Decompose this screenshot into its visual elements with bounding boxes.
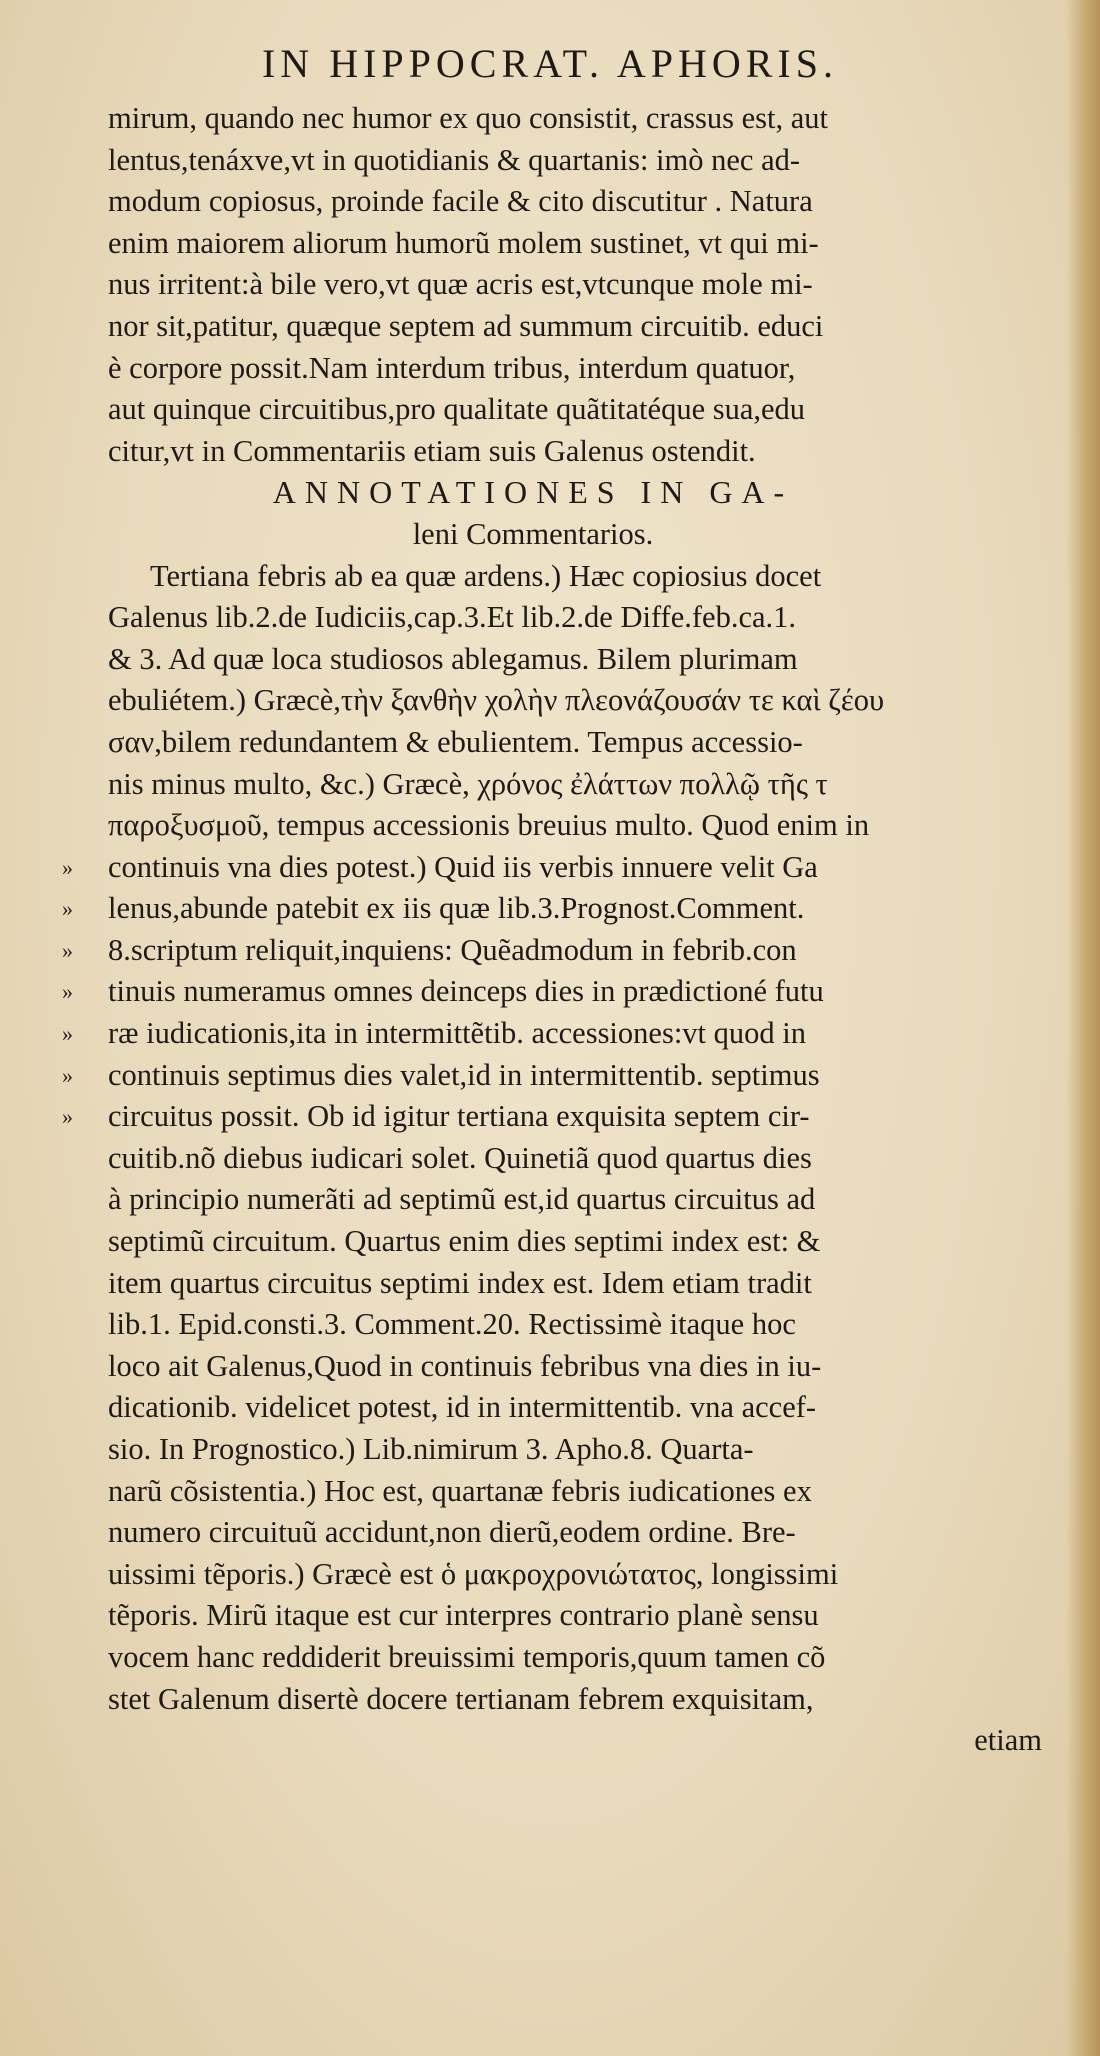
annotation-line: » lenus,abunde patebit ex iis quæ lib.3.Prognost.Comment.: [108, 888, 1078, 930]
annotation-line: narũ cõsistentia.) Hoc est, quartanæ febris iudicationes ex: [108, 1473, 812, 1508]
annotation-line: dicationib. videlicet potest, id in intermittentib. vna accef-: [108, 1390, 817, 1425]
annotation-line: loco ait Galenus,Quod in continuis febribus vna dies in iu-: [108, 1348, 822, 1383]
annotation-line: item quartus circuitus septimi index est. Idem etiam tradit: [108, 1265, 812, 1300]
annotation-line: » 8.scriptum reliquit,inquiens: Quẽadmodum in febrib.con: [108, 930, 1078, 972]
annotation-line: ebuliétem.) Græcè,τὴν ξανθὴν χολὴν πλεονάζουσάν τε καὶ ζέου: [108, 683, 885, 718]
annotation-line: & 3. Ad quæ loca studiosos ablegamus. Bilem plurimam: [108, 641, 798, 676]
text-block: [62, 98, 1078, 1762]
annotation-line: à principio numerãti ad septimũ est,id quartus circuitus ad: [108, 1182, 816, 1217]
annotation-line: uissimi tẽporis.) Græcè est ὁ μακροχρονιώτατος, longissimi: [108, 1556, 839, 1591]
body-line: aut quinque circuitibus,pro qualitate quãtitatéque sua,edu: [108, 392, 806, 427]
body-line: lentus,tenáxve,vt in quotidianis & quartanis: imò nec ad-: [108, 142, 801, 177]
annotation-line: vocem hanc reddiderit breuissimi temporis,quum tamen cõ: [108, 1639, 826, 1674]
annotations-subheading: leni Commentarios.: [412, 516, 654, 551]
quote-marker: »: [62, 854, 73, 880]
quote-marker: »: [62, 937, 73, 963]
annotation-line: cuitib.nõ diebus iudicari solet. Quinetiã quod quartus dies: [108, 1140, 812, 1175]
annotation-line: nis minus multo, &c.) Græcè, χρόνος ἐλάττων πολλῷ τῆς τ: [108, 766, 828, 801]
quote-marker: »: [62, 1062, 73, 1088]
annotation-line: σαν,bilem redundantem & ebulientem. Tempus accessio-: [108, 724, 803, 759]
annotation-line: » tinuis numeramus omnes deinceps dies in prædictioné futu: [108, 971, 1078, 1013]
quote-marker: »: [62, 979, 73, 1005]
quote-marker: »: [62, 896, 73, 922]
annotation-line: septimũ circuitum. Quartus enim dies septimi index est: &: [108, 1224, 821, 1259]
quote-marker: »: [62, 1104, 73, 1130]
body-line: nor sit,patitur, quæque septem ad summum circuitib. educi: [108, 308, 824, 343]
annotations-heading: ANNOTATIONES IN GA-: [272, 474, 794, 511]
annotation-line: » ræ iudicationis,ita in intermittẽtib. accessiones:vt quod in: [108, 1013, 1078, 1055]
catchword: etiam: [974, 1723, 1042, 1758]
annotation-line: numero circuituũ accidunt,non dierũ,eodem ordine. Bre-: [108, 1515, 796, 1550]
annotation-line: παροξυσμοῦ, tempus accessionis breuius multo. Quod enim in: [108, 808, 870, 843]
annotation-line: stet Galenum disertè docere tertianam febrem exquisitam,: [108, 1681, 814, 1716]
quote-marker: »: [62, 1021, 73, 1047]
annotation-line: sio. In Prognostico.) Lib.nimirum 3. Apho.8. Quarta-: [108, 1432, 754, 1466]
body-line: è corpore possit.Nam interdum tribus, interdum quatuor,: [108, 350, 796, 385]
running-header: IN HIPPOCRAT. APHORIS.: [261, 41, 838, 86]
annotation-line: » continuis vna dies potest.) Quid iis verbis innuere velit Ga: [108, 847, 1078, 889]
annotation-line: » continuis septimus dies valet,id in intermittentib. septimus: [108, 1055, 1078, 1097]
body-line: citur,vt in Commentariis etiam suis Galenus ostendit.: [108, 433, 756, 468]
annotation-line: » circuitus possit. Ob id igitur tertiana exquisita septem cir-: [108, 1096, 1078, 1138]
body-line: modum copiosus, proinde facile & cito discutitur . Natura: [108, 184, 813, 219]
annotation-line: tẽporis. Mirũ itaque est cur interpres contrario planè sensu: [108, 1598, 819, 1633]
body-line: enim maiorem aliorum humorũ molem sustinet, vt qui mi-: [108, 225, 819, 260]
body-line: mirum, quando nec humor ex quo consistit, crassus est, aut: [108, 101, 829, 135]
annotation-line: Galenus lib.2.de Iudiciis,cap.3.Et lib.2.de Diffe.feb.ca.1.: [108, 600, 797, 635]
annotation-line: lib.1. Epid.consti.3. Comment.20. Rectissimè itaque hoc: [108, 1307, 796, 1342]
annotation-line: Tertiana febris ab ea quæ ardens.) Hæc copiosius docet: [150, 558, 822, 593]
body-line: nus irritent:à bile vero,vt quæ acris est,vtcunque mole mi-: [108, 267, 813, 302]
